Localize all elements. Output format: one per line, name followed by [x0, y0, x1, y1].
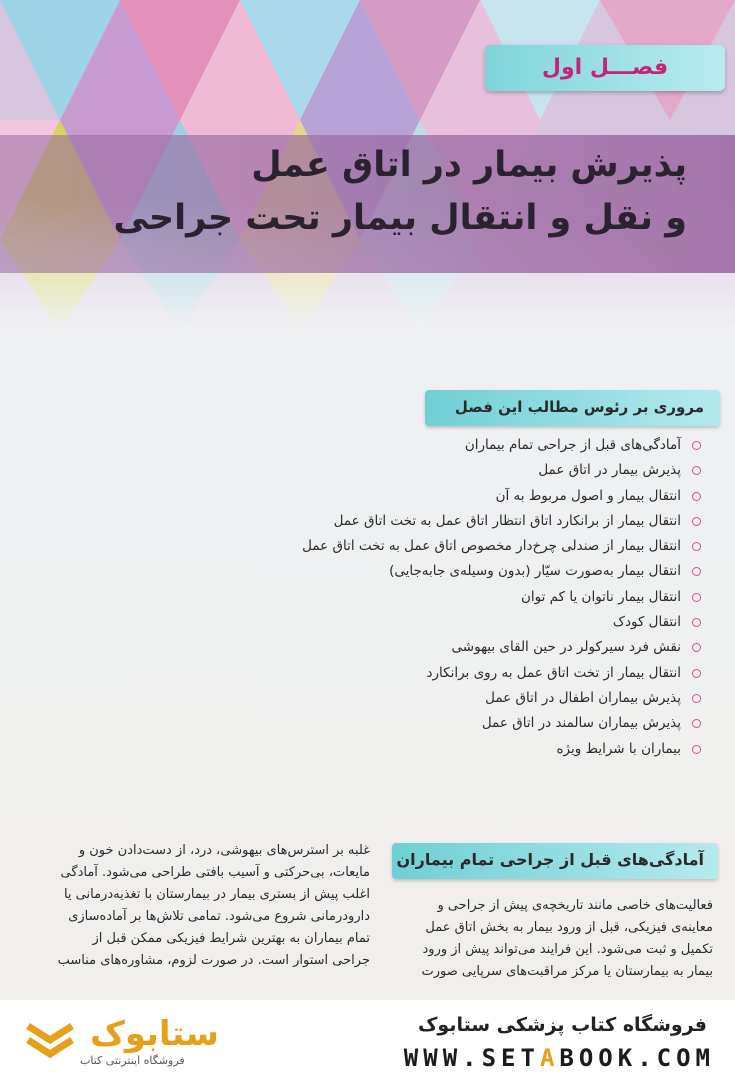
list-item: انتقال کودک [283, 610, 703, 635]
chapter-label-text: فصـــل اول [541, 55, 669, 80]
bullet-icon [692, 618, 701, 627]
bullet-icon [692, 492, 701, 501]
list-item: انتقال بیمار از برانکارد اتاق انتظار اتاق عمل به تخت اتاق عمل [283, 509, 703, 534]
chevron-logo-icon [20, 1012, 80, 1068]
chapter-label [485, 45, 725, 91]
body-line: بیمار به بیمارستان یا مرکز مراقبت‌های سرپایی صورت [421, 964, 713, 979]
bullet-icon [692, 466, 701, 475]
bullet-icon [692, 441, 701, 450]
list-item: پذیرش بیماران سالمند در اتاق عمل [283, 711, 703, 736]
bullet-icon [692, 643, 701, 652]
store-footer [0, 1000, 735, 1080]
store-logo[interactable] [20, 1012, 290, 1072]
bullet-icon [692, 669, 701, 678]
body-line: فعالیت‌های خاصی مانند تاریخچه‌ی پیش از جراحی و [437, 898, 713, 913]
body-line: دارودرمانی شروع می‌شود. تمامی تلاش‌ها بر آماده‌سازی [68, 909, 370, 924]
bullet-icon [692, 517, 701, 526]
body-line: غلبه بر استرس‌های بیهوشی، درد، از دست‌دادن خون و [78, 843, 370, 858]
topics-list [283, 433, 703, 762]
list-item: انتقال بیمار به‌صورت سیّار (بدون وسیله‌ی جابه‌جایی) [283, 559, 703, 584]
chapter-title-line-1: پذیرش بیمار در اتاق عمل [251, 145, 687, 185]
bullet-icon [692, 745, 701, 754]
list-item: پذیرش بیمار در اتاق عمل [283, 458, 703, 483]
store-title: فروشگاه کتاب پزشکی ستابوک [417, 1014, 707, 1036]
overview-heading-box [425, 390, 720, 426]
list-item: نقش فرد سیرکولر در حین القای بیهوشی [283, 635, 703, 660]
list-item: انتقال بیمار و اصول مربوط به آن [283, 484, 703, 509]
list-item: بیماران با شرایط ویژه [283, 737, 703, 762]
store-url[interactable]: WWW.SETABOOK.COM [403, 1044, 715, 1072]
bullet-icon [692, 593, 701, 602]
body-line: معاینه‌ی فیزیکی، قبل از ورود بیمار به بخش اتاق عمل [425, 920, 713, 935]
list-item: انتقال بیمار ناتوان یا کم توان [283, 585, 703, 610]
list-item: انتقال بیمار از صندلی چرخ‌دار مخصوص اتاق عمل به تخت اتاق عمل [283, 534, 703, 559]
body-line: تکمیل و ثبت می‌شود. این فرایند می‌تواند پیش از ورود [422, 942, 713, 957]
logo-name: ستابوک [90, 1014, 219, 1054]
chapter-title-line-2: و نقل و انتقال بیمار تحت جراحی [113, 198, 687, 238]
body-line: مایعات، بی‌حرکتی و آسیب بافتی طراحی می‌شود. آمادگی [60, 865, 370, 880]
logo-subtitle: فروشگاه اینترنتی کتاب [80, 1054, 185, 1067]
list-item: آمادگی‌های قبل از جراحی تمام بیماران [283, 433, 703, 458]
body-line: تمام بیماران به بهترین شرایط فیزیکی ممکن قبل از [92, 931, 370, 946]
bullet-icon [692, 567, 701, 576]
body-line: جراحی استوار است. در صورت لزوم، مشاوره‌های مناسب [57, 953, 370, 968]
bullet-icon [692, 719, 701, 728]
bullet-icon [692, 694, 701, 703]
body-column-right [391, 895, 713, 983]
body-column-left [48, 840, 370, 972]
section-heading-box [392, 843, 718, 879]
list-item: انتقال بیمار از تخت اتاق عمل به روی برانکارد [283, 661, 703, 686]
bullet-icon [692, 542, 701, 551]
overview-heading: مروری بر رئوس مطالب این فصل [454, 398, 704, 416]
body-line: اغلب پیش از بستری بیمار در بیمارستان با تغذیه‌درمانی یا [63, 887, 370, 902]
section-heading: آمادگی‌های قبل از جراحی تمام بیماران [396, 850, 704, 869]
list-item: پذیرش بیماران اطفال در اتاق عمل [283, 686, 703, 711]
